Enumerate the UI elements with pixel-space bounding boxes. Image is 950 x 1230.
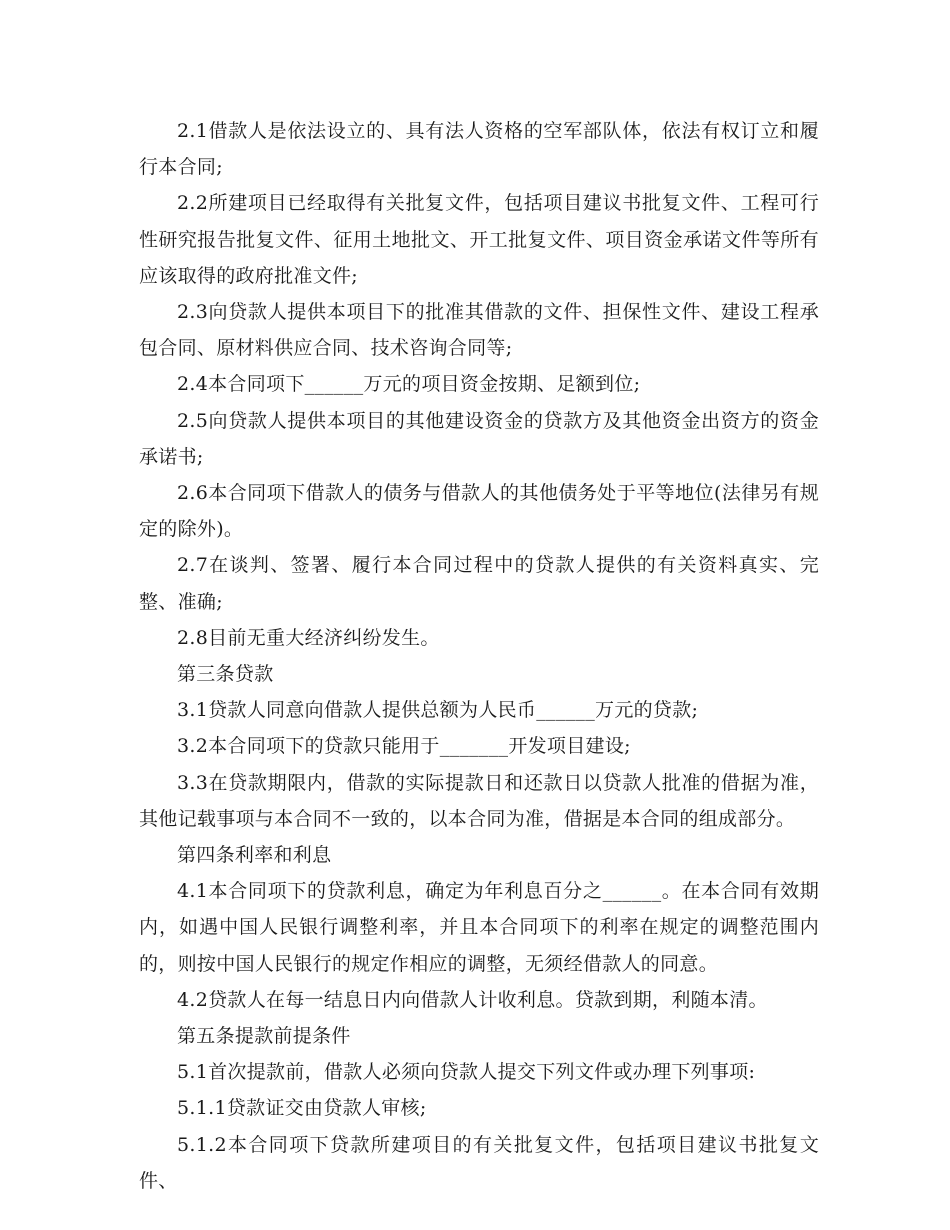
clause-2-8: 2.8目前无重大经济纠纷发生。 bbox=[177, 626, 440, 649]
clause-2-6: 2.6本合同项下借款人的债务与借款人的其他债务处于平等地位(法律另有规定的除外)。 bbox=[139, 482, 819, 541]
clause-2-5: 2.5向贷款人提供本项目的其他建设资金的贷款方及其他资金出资方的资金承诺书; bbox=[139, 409, 819, 468]
clause-3-1: 3.1贷款人同意向借款人提供总额为人民币______万元的贷款; bbox=[177, 699, 699, 722]
clause-2-3: 2.3向贷款人提供本项目下的批准其借款的文件、担保性文件、建设工程承包合同、原材料供应合同、技术咨询合同等; bbox=[139, 301, 819, 360]
clause-2-4: 2.4本合同项下______万元的项目资金按期、足额到位; bbox=[177, 373, 641, 396]
clause-2-7: 2.7在谈判、签署、履行本合同过程中的贷款人提供的有关资料真实、完整、准确; bbox=[139, 554, 819, 613]
clause-5-1: 5.1首次提款前，借款人必须向贷款人提交下列文件或办理下列事项: bbox=[177, 1061, 756, 1084]
clause-2-2: 2.2所建项目已经取得有关批复文件，包括项目建议书批复文件、工程可行性研究报告批复文件、征用土地批文、开工批复文件、项目资金承诺文件等所有应该取得的政府批准文件; bbox=[139, 192, 819, 287]
article-3-heading: 第三条贷款 bbox=[177, 663, 274, 686]
document-body bbox=[139, 113, 819, 1199]
clause-3-3: 3.3在贷款期限内，借款的实际提款日和还款日以贷款人批准的借据为准，其他记载事项与本合同不一致的，以本合同为准，借据是本合同的组成部分。 bbox=[139, 771, 819, 830]
clause-3-2: 3.2本合同项下的贷款只能用于_______开发项目建设; bbox=[177, 735, 631, 758]
clause-5-1-1: 5.1.1贷款证交由贷款人审核; bbox=[177, 1097, 427, 1120]
clause-4-2: 4.2贷款人在每一结息日内向借款人计收利息。贷款到期，利随本清。 bbox=[177, 988, 768, 1011]
clause-5-1-2: 5.1.2本合同项下贷款所建项目的有关批复文件，包括项目建议书批复文件、 bbox=[139, 1133, 819, 1192]
clause-2-1: 2.1借款人是依法设立的、具有法人资格的空军部队体，依法有权订立和履行本合同; bbox=[139, 120, 819, 179]
article-5-heading: 第五条提款前提条件 bbox=[177, 1025, 351, 1048]
clause-4-1: 4.1本合同项下的贷款利息，确定为年利息百分之______。在本合同有效期内，如遇中国人民银行调整利率，并且本合同项下的利率在规定的调整范围内的，则按中国人民银行的规定作相应的调整，无须经借款人的同意。 bbox=[139, 880, 819, 975]
article-4-heading: 第四条利率和利息 bbox=[177, 844, 332, 867]
